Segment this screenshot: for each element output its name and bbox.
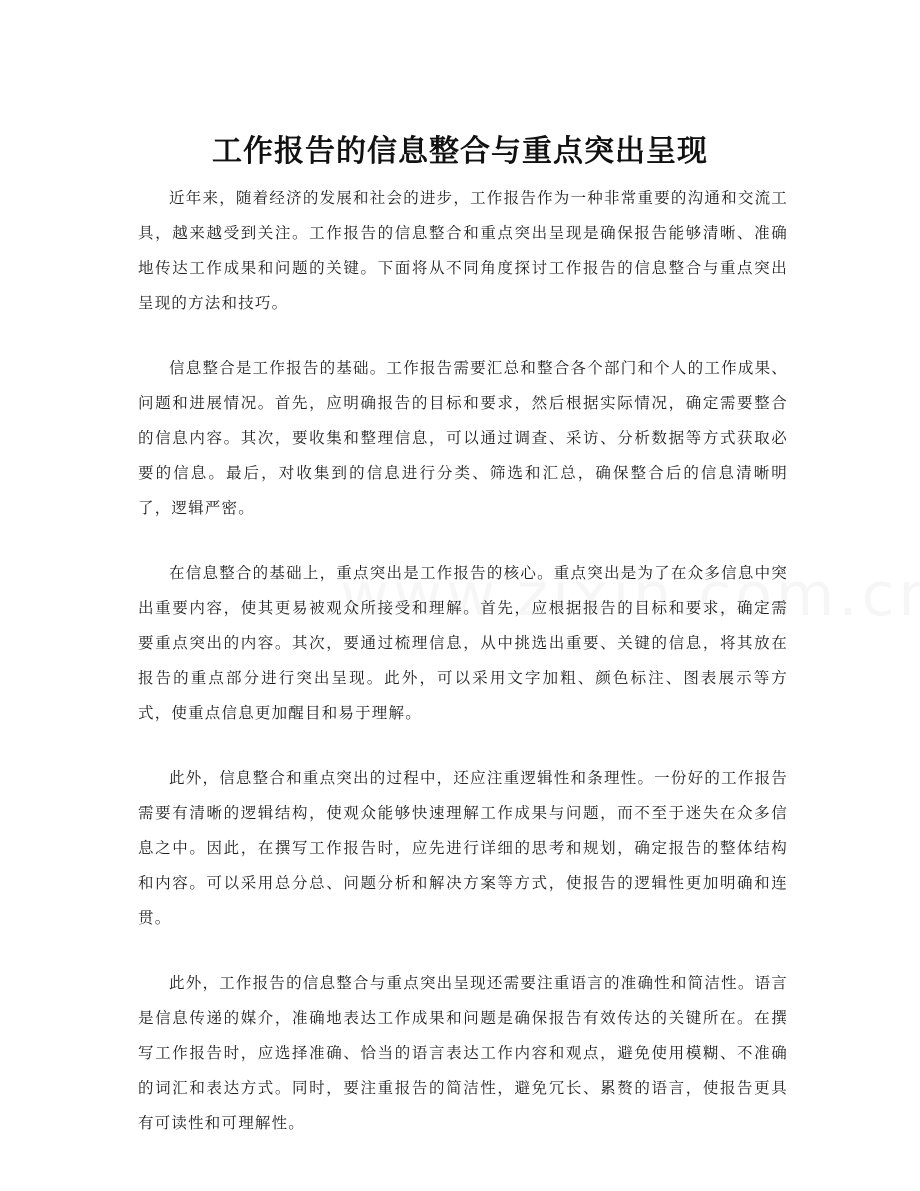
paragraph-2: 信息整合是工作报告的基础。工作报告需要汇总和整合各个部门和个人的工作成果、问题和进展情况。首先，应明确报告的目标和要求，然后根据实际情况，确定需要整合的信息内容。其次，要收集和整理信息，可以通过调查、采访、分析数据等方式获取必要的信息。最后，对收集到的信息进行分类、筛选和汇总，确保整合后的信息清晰明了，逻辑严密。 <box>138 359 788 517</box>
page-title: 工作报告的信息整合与重点突出呈现 <box>212 134 708 170</box>
paragraph-3: 在信息整合的基础上，重点突出是工作报告的核心。重点突出是为了在众多信息中突出重要内容，使其更易被观众所接受和理解。首先，应根据报告的目标和要求，确定需要重点突出的内容。其次，要通过梳理信息，从中挑选出重要、关键的信息，将其放在报告的重点部分进行突出呈现。此外，可以采用文字加粗、颜色标注、图表展示等方式，使重点信息更加醒目和易于理解。 <box>138 564 788 722</box>
paragraph-1: 近年来，随着经济的发展和社会的进步，工作报告作为一种非常重要的沟通和交流工具，越来越受到关注。工作报告的信息整合和重点突出呈现是确保报告能够清晰、准确地传达工作成果和问题的关键。下面将从不同角度探讨工作报告的信息整合与重点突出呈现的方法和技巧。 <box>138 189 788 312</box>
paragraph-4: 此外，信息整合和重点突出的过程中，还应注重逻辑性和条理性。一份好的工作报告需要有清晰的逻辑结构，使观众能够快速理解工作成果与问题，而不至于迷失在众多信息之中。因此，在撰写工作报告时，应先进行详细的思考和规划，确定报告的整体结构和内容。可以采用总分总、问题分析和解决方案等方式，使报告的逻辑性更加明确和连贯。 <box>138 769 788 927</box>
document-body <box>138 181 788 1171</box>
paragraph-5: 此外，工作报告的信息整合与重点突出呈现还需要注重语言的准确性和简洁性。语言是信息传递的媒介，准确地表达工作成果和问题是确保报告有效传达的关键所在。在撰写工作报告时，应选择准确、恰当的语言表达工作内容和观点，避免使用模糊、不准确的词汇和表达方式。同时，要注重报告的简洁性，避免冗长、累赘的语言，使报告更具有可读性和可理解性。 <box>138 974 788 1132</box>
